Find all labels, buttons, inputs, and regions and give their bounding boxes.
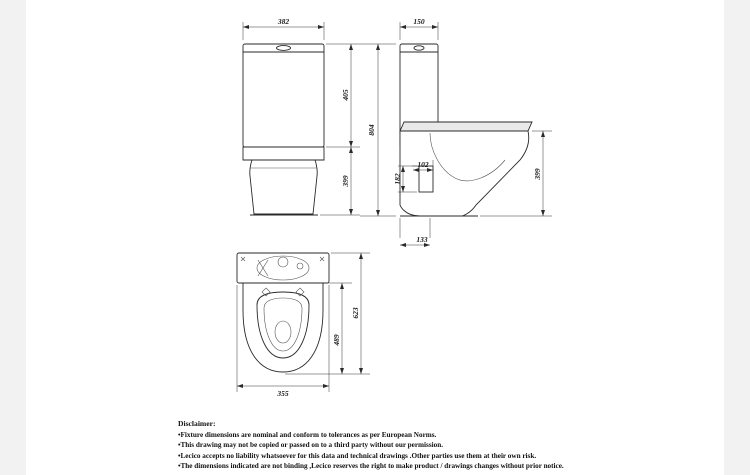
side-elevation-view xyxy=(360,17,552,247)
arrow-seat-length-bottom xyxy=(340,368,344,374)
dim-plan-length: 623 xyxy=(351,307,360,319)
dim-foot-offset: 133 xyxy=(416,235,428,244)
dim-pan-height-side: 399 xyxy=(533,168,542,180)
arrow-front-width-left xyxy=(243,25,249,29)
arrow-total-bottom xyxy=(376,210,380,216)
arrow-foot-left xyxy=(400,243,406,247)
disclaimer-line-2: •This drawing may not be copied or passed on to a third party without our permission. xyxy=(178,441,444,450)
seat-lid-side xyxy=(400,122,532,131)
dim-plan-width: 355 xyxy=(277,389,289,398)
dim-seat-length: 489 xyxy=(332,334,341,346)
disclaimer-line-4: •The dimensions indicated are not binding ,Lecico reserves the right to make product / drawings changes without prior notice. xyxy=(178,462,564,471)
dim-side-depth: 150 xyxy=(413,17,425,26)
arrow-pan-top-side xyxy=(541,131,545,137)
front-elevation-view xyxy=(243,17,360,215)
arrow-plan-length-bottom xyxy=(359,368,363,374)
arrow-plan-length-top xyxy=(359,253,363,259)
arrow-front-width-right xyxy=(318,25,324,29)
cistern-base-front xyxy=(243,147,324,160)
arrow-plan-width-right xyxy=(323,384,329,388)
arrow-cistern-bottom xyxy=(349,141,353,147)
arrow-plan-width-left xyxy=(237,384,243,388)
arrow-side-depth-left xyxy=(400,25,406,29)
seat-plan-outline xyxy=(243,283,323,372)
dim-outlet-height: 182 xyxy=(393,173,402,185)
dim-cistern-height: 405 xyxy=(341,89,350,101)
disclaimer-title: Disclaimer: xyxy=(178,419,216,428)
cistern-front-outline xyxy=(243,44,324,147)
dim-front-width: 382 xyxy=(277,17,290,26)
arrow-seat-length-top xyxy=(340,283,344,289)
dim-total-height: 804 xyxy=(367,124,376,136)
plan-view xyxy=(237,253,370,398)
disclaimer-block xyxy=(178,418,738,472)
disclaimer-line-3: •Lecico accepts no liability whatsoever for this data and technical drawings .Other parties use them at their own risk. xyxy=(178,451,537,460)
dim-pan-height-front: 399 xyxy=(341,175,350,187)
arrow-pan-top-front xyxy=(349,147,353,153)
arrow-total-top xyxy=(376,44,380,50)
dim-outlet-offset: 102 xyxy=(417,160,429,169)
disclaimer-line-1: •Fixture dimensions are nominal and conform to tolerances as per European Norms. xyxy=(178,431,437,439)
arrow-side-depth-right xyxy=(432,25,438,29)
arrow-cistern-top xyxy=(349,44,353,50)
cistern-plan-outline xyxy=(237,253,329,283)
arrow-pan-bottom-side xyxy=(541,210,545,216)
arrow-pan-bottom-front xyxy=(349,209,353,215)
